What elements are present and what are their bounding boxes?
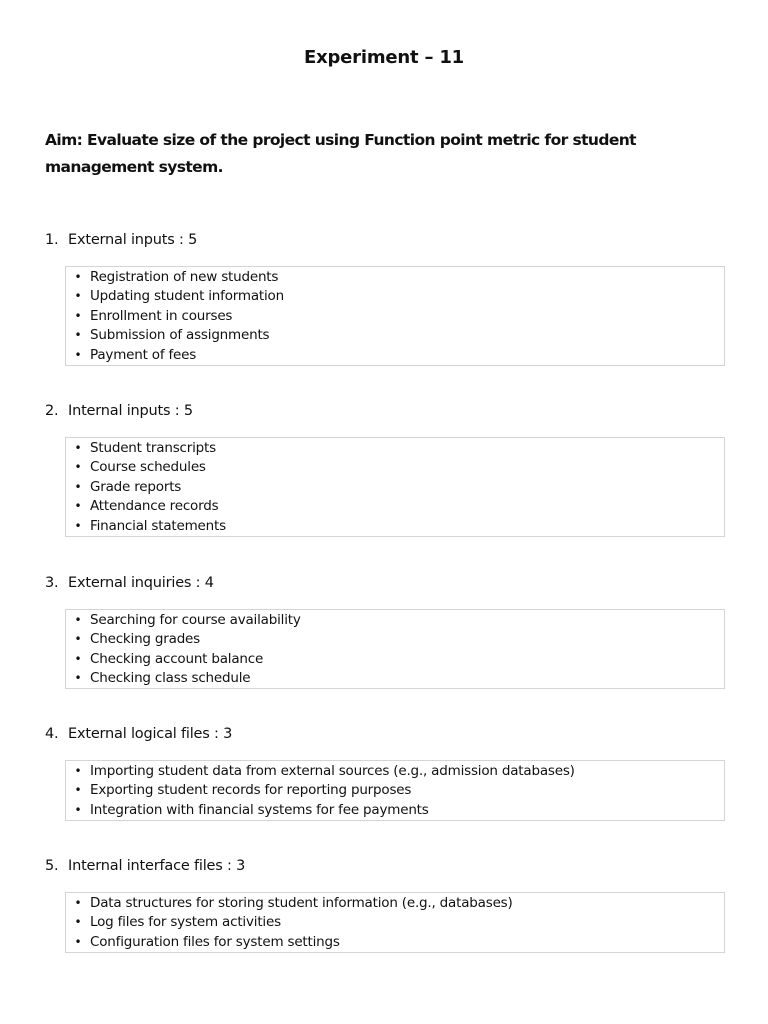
list-item-text: Student transcripts xyxy=(90,439,216,456)
bullet-icon: • xyxy=(74,934,82,949)
list-item xyxy=(66,669,724,689)
items-box xyxy=(65,609,725,689)
bullet-icon: • xyxy=(74,612,82,627)
section-label: External inquiries : 4 xyxy=(68,575,214,591)
list-item-text: Integration with financial systems for fee payments xyxy=(90,801,429,818)
list-item-text: Searching for course availability xyxy=(90,611,301,628)
bullet-icon: • xyxy=(74,671,82,686)
section-external-inputs xyxy=(45,230,725,366)
list-item xyxy=(66,438,724,458)
bullet-icon: • xyxy=(74,479,82,494)
list-item-text: Log files for system activities xyxy=(90,914,281,931)
section-heading xyxy=(45,401,725,421)
bullet-icon: • xyxy=(74,440,82,455)
list-item xyxy=(66,913,724,933)
bullet-icon: • xyxy=(74,518,82,533)
items-box xyxy=(65,437,725,537)
list-item-text: Exporting student records for reporting purposes xyxy=(90,782,412,799)
list-item-text: Checking grades xyxy=(90,631,200,648)
section-label: External inputs : 5 xyxy=(68,232,198,248)
bullet-icon: • xyxy=(74,269,82,284)
bullet-icon: • xyxy=(74,347,82,362)
bullet-icon: • xyxy=(74,783,82,798)
section-heading xyxy=(45,856,725,876)
list-item xyxy=(66,610,724,630)
bullet-icon: • xyxy=(74,895,82,910)
list-item-text: Data structures for storing student information (e.g., databases) xyxy=(90,894,513,911)
bullet-icon: • xyxy=(74,460,82,475)
section-label: Internal inputs : 5 xyxy=(68,403,193,419)
section-heading xyxy=(45,573,725,593)
list-item xyxy=(66,781,724,801)
list-item-text: Grade reports xyxy=(90,478,182,495)
section-number: 3. xyxy=(45,575,59,591)
section-number: 5. xyxy=(45,858,59,874)
items-box xyxy=(65,760,725,821)
list-item-text: Registration of new students xyxy=(90,268,279,285)
bullet-icon: • xyxy=(74,308,82,323)
list-item xyxy=(66,458,724,478)
section-number: 2. xyxy=(45,403,59,419)
section-number: 4. xyxy=(45,726,59,742)
list-item xyxy=(66,649,724,669)
section-number: 1. xyxy=(45,232,59,248)
list-item xyxy=(66,326,724,346)
list-item-text: Submission of assignments xyxy=(90,327,270,344)
list-item xyxy=(66,287,724,307)
list-item xyxy=(66,516,724,536)
section-label: External logical files : 3 xyxy=(68,726,233,742)
section-external-inquiries xyxy=(45,573,725,689)
list-item-text: Updating student information xyxy=(90,288,284,305)
bullet-icon: • xyxy=(74,328,82,343)
list-item-text: Importing student data from external sources (e.g., admission databases) xyxy=(90,762,575,779)
bullet-icon: • xyxy=(74,763,82,778)
list-item xyxy=(66,345,724,365)
bullet-icon: • xyxy=(74,915,82,930)
list-item xyxy=(66,800,724,820)
list-item xyxy=(66,267,724,287)
list-item-text: Course schedules xyxy=(90,459,206,476)
list-item-text: Payment of fees xyxy=(90,346,197,363)
list-item-text: Checking class schedule xyxy=(90,670,251,687)
list-item-text: Enrollment in courses xyxy=(90,307,233,324)
section-heading xyxy=(45,724,725,744)
list-item-text: Financial statements xyxy=(90,517,226,534)
section-heading xyxy=(45,230,725,250)
list-item xyxy=(66,306,724,326)
list-item xyxy=(66,761,724,781)
list-item xyxy=(66,497,724,517)
items-box xyxy=(65,892,725,953)
bullet-icon: • xyxy=(74,802,82,817)
list-item-text: Attendance records xyxy=(90,498,219,515)
list-item xyxy=(66,630,724,650)
page-title: Experiment – 11 xyxy=(303,47,464,68)
bullet-icon: • xyxy=(74,651,82,666)
section-internal-inputs xyxy=(45,401,725,537)
bullet-icon: • xyxy=(74,632,82,647)
section-external-logical-files xyxy=(45,724,725,821)
items-box xyxy=(65,266,725,366)
bullet-icon: • xyxy=(74,499,82,514)
section-label: Internal interface files : 3 xyxy=(68,858,246,874)
section-internal-interface-files xyxy=(45,856,725,953)
list-item xyxy=(66,932,724,952)
aim-statement: Aim: Evaluate size of the project using Function point metric for student management system. xyxy=(45,131,636,176)
list-item xyxy=(66,893,724,913)
list-item xyxy=(66,477,724,497)
bullet-icon: • xyxy=(74,289,82,304)
list-item-text: Configuration files for system settings xyxy=(90,933,340,950)
list-item-text: Checking account balance xyxy=(90,650,264,667)
